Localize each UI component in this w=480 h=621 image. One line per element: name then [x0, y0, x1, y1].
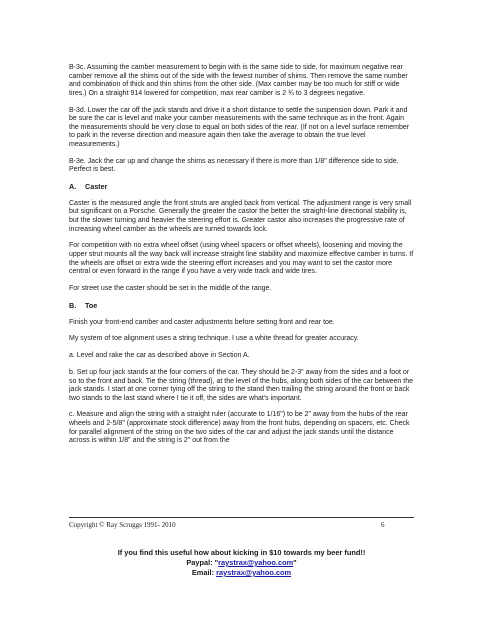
paragraph-caster-definition: Caster is the measured angle the front struts are angled back from vertical. The adjustment range is very small but significant on a Porsche. Generally the greater the castor the better the straight-line directional stability is, but the slower turning and heavier the steering effort is. Greater castor also increases the progressive rate of increasing wheel camber as the wheels are turned towards lock. — [69, 199, 412, 233]
copyright-notice: Copyright © Ray Scruggs 1991- 2010 — [69, 521, 176, 529]
page-number: 6 — [381, 521, 385, 529]
paragraph-caster-competition: For competition with no extra wheel offset (using wheel spacers or offset wheels), loosening and moving the upper strut mounts all the way back will increase straight line stability and maximize effective camber in turns. If the wheels are offset or extra wide the steering effort increases and you may want to set the castor more central or even forward in the range if you have a very wide track and wide tires. — [69, 242, 414, 276]
page-body — [69, 64, 414, 454]
donation-message: If you find this useful how about kicking in $10 towards my beer fund!! — [117, 548, 366, 557]
paragraph-b3e: B-3e. Jack the car up and change the shims as necessary if there is more than 1/8" difference side to side. Perfect is best. — [69, 157, 399, 174]
email-label: Email: — [191, 568, 217, 577]
paragraph-caster-street: For street use the caster should be set in the middle of the range. — [69, 285, 272, 292]
page-footer — [69, 521, 414, 529]
heading-caster-title: Caster — [85, 182, 108, 192]
paragraph-toe-technique: My system of toe alignment uses a string technique. I use a white thread for greater accuracy. — [69, 335, 359, 343]
heading-toe-title: Toe — [85, 300, 98, 310]
paypal-quote-open: " — [214, 558, 219, 567]
heading-caster-letter: A. — [69, 182, 77, 192]
paragraph-b3d: B-3d. Lower the car off the jack stands and drive it a short distance to settle the suspension down. Park it and be sure the car is level and make your camber measurements with the same technique as in the front. Again the measurements should be very close to equal on both sides of the rear. (If not on a level surface remember to park in the reverse direction and measure again then take the average to obtain the true level measurements.) — [69, 106, 410, 148]
heading-caster — [69, 183, 414, 192]
paragraph-toe-intro: Finish your front-end camber and caster adjustments before setting front and rear toe. — [69, 318, 335, 326]
heading-toe-letter: B. — [69, 300, 77, 310]
footer-divider — [69, 517, 414, 518]
heading-toe — [69, 302, 414, 311]
paragraph-b3c: B-3c. Assuming the camber measurement to begin with is the same side to side, for maximum negative rear camber remove all the shims out of the side with the fewest number of shims. Then remove the same number and combination of thick and thin shims from the other side. (Max camber may be too much for stiff or wide tires.) On a straight 914 lowered for competition, max rear camber is 2 ¾ to 3 degrees negative. — [69, 64, 408, 97]
email-line — [69, 568, 414, 578]
email-link[interactable]: raystrax@yahoo.com — [216, 568, 292, 577]
paypal-email-link[interactable]: raystrax@yahoo.com — [218, 558, 294, 567]
paragraph-toe-step-b: b. Set up four jack stands at the four corners of the car. They should be 2-3" away from the sides and a foot or so to the front and back. Tie the string (thread), at the level of the hubs, along both sides of the car between the jack stands. I start at one corner tying off the string to the stand then trailing the string around the front or back two stands to the last stand where I tie it off, the sides are what's important. — [69, 368, 413, 402]
paypal-label: Paypal: — [186, 558, 215, 567]
paypal-quote-close: " — [293, 558, 297, 567]
donation-notice — [69, 548, 414, 578]
paragraph-toe-step-c: c. Measure and align the string with a straight ruler (accurate to 1/16") to be 2" away from the hubs of the rear wheels and 2-5/8" (approximate stock difference) away from the front hubs, depending on spacers, etc. Check for parallel alignment of the string on the two sides of the car and adjust the jack stands until the distance across is within 1/8" and the string is 2" out from the — [69, 411, 410, 445]
paragraph-toe-step-a: a. Level and rake the car as described above in Section A. — [69, 352, 250, 360]
paypal-line — [69, 558, 414, 568]
